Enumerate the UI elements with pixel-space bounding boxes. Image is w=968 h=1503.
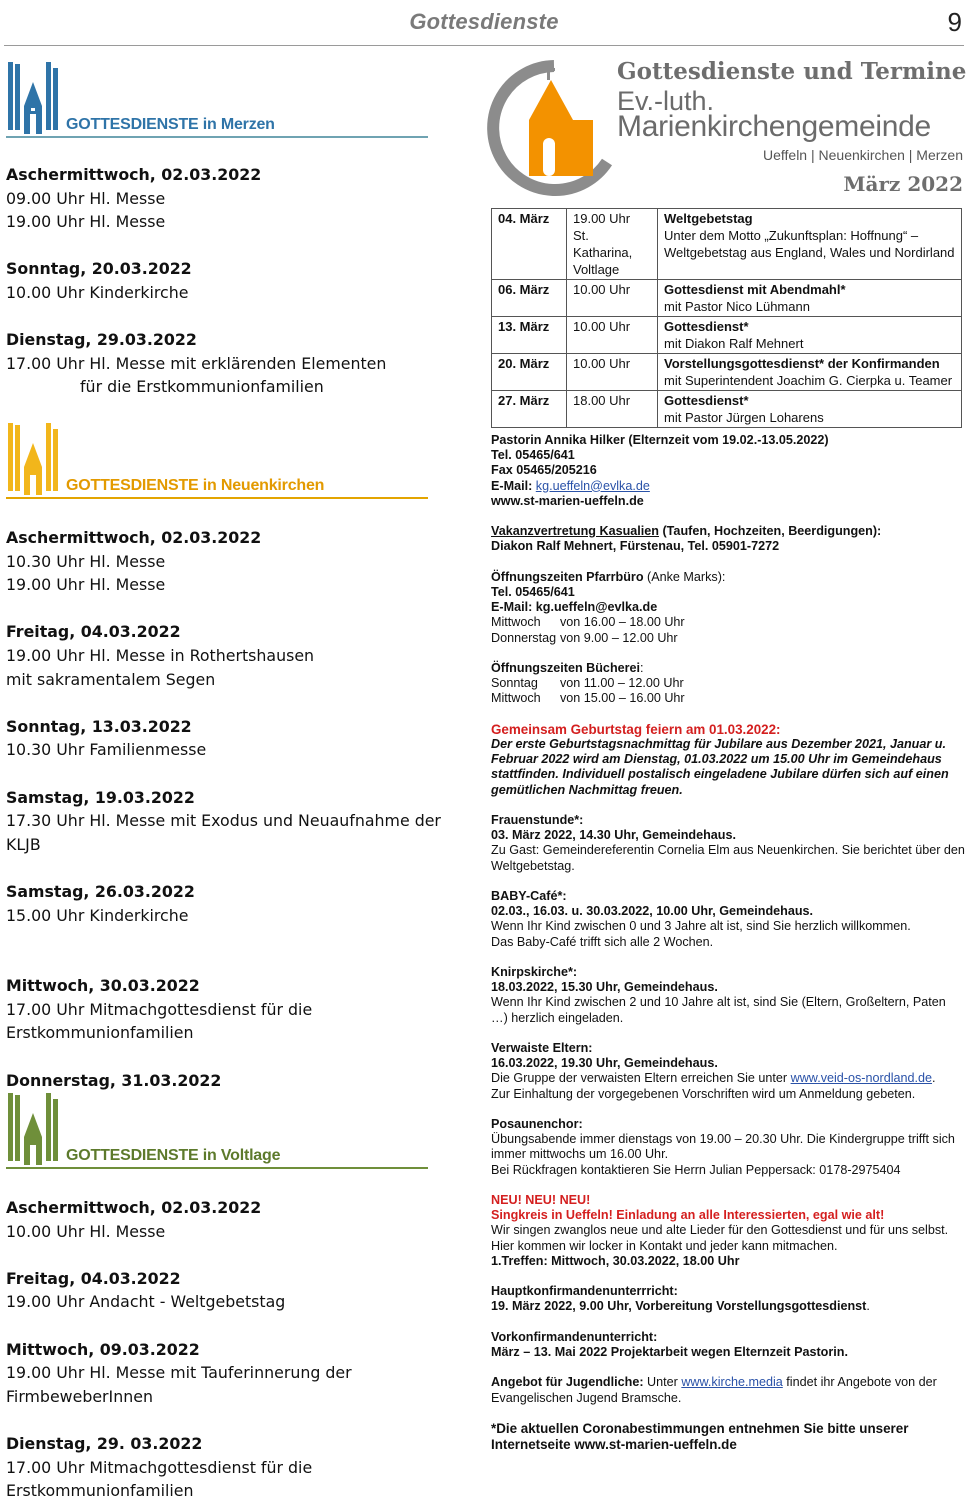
contact-block: Pastorin Annika Hilker (Elternzeit vom 19.02.-13.05.2022) Tel. 05465/641 Fax 05465/205216 E-Mail: kg.ueffeln@evlka.de www.st-marien-ueffeln.de	[491, 433, 829, 508]
logo-line-3: Marienkirchengemeinde	[617, 110, 931, 143]
entry-line: 17.00 Uhr Mitmachgottesdienst für die Erstkommunionfamilien	[6, 999, 313, 1043]
entry-line: 10.00 Uhr Hl. Messe	[6, 1221, 166, 1241]
service-time: 10.00 Uhr	[567, 354, 658, 391]
entry-date: Sonntag, 13.03.2022	[6, 716, 192, 736]
email-link[interactable]: kg.ueffeln@evlka.de	[535, 478, 650, 493]
church-logo-icon	[489, 58, 619, 198]
voltlage-schedule	[6, 1196, 476, 1503]
church-icon	[20, 1113, 46, 1165]
entry-date: Freitag, 04.03.2022	[6, 1268, 181, 1288]
church-icon	[20, 443, 46, 495]
posaunenchor-block: Posaunenchor: Übungsabende immer dienstags von 19.00 – 20.30 Uhr. Die Kindergruppe trifft sich immer mittwochs um 16.00 Uhr. Bei Rückfragen kontaktieren Sie Herrn Julian Peppersack: 0178-2975404	[491, 1117, 955, 1177]
entry-line: mit sakramentalem Segen	[6, 669, 216, 689]
service-date: 13. März	[492, 317, 567, 354]
entry-line: 17.00 Uhr Hl. Messe mit erklärenden Elementen	[6, 353, 387, 373]
knirpskirche-block: Knirpskirche*: 18.03.2022, 15.30 Uhr, Gemeindehaus. Wenn Ihr Kind zwischen 2 und 10 Jahre alt ist, sind Sie (Eltern, Großeltern, Paten …) herzlich eingeladen.	[491, 965, 946, 1025]
entry-date: Aschermittwoch, 02.03.2022	[6, 1198, 262, 1217]
singkreis-block: NEU! NEU! NEU! Singkreis in Ueffeln! Einladung an alle Interessierten, egal wie alt! Wir singen zwanglos neue und alte Lieder für den Gottesdienst und für uns selbst. Hier kommen wir locker in Kontakt und jeder kann mitmachen. 1.Treffen: Mittwoch, 30.03.2022, 18.00 Uhr	[491, 1193, 949, 1268]
logo-line-4: Ueffeln | Neuenkirchen | Merzen	[762, 147, 963, 163]
service-time: 10.00 Uhr	[567, 317, 658, 354]
service-time: 18.00 Uhr	[567, 391, 658, 428]
page-title: Gottesdienste	[409, 9, 559, 34]
service-info: Gottesdienst* mit Pastor Jürgen Loharens	[658, 391, 962, 428]
merzen-schedule	[6, 163, 476, 399]
entry-date: Dienstag, 29. 03.2022	[6, 1433, 203, 1453]
vorkonfirmanden-block: Vorkonfirmandenunterricht: März – 13. Mai 2022 Projektarbeit wegen Elternzeit Pastorin.	[491, 1329, 848, 1359]
banner-neuenkirchen	[6, 421, 428, 499]
entry-line: 10.30 Uhr Hl. Messe	[6, 551, 166, 571]
entry-date: Dienstag, 29.03.2022	[6, 330, 197, 350]
baby-cafe-block: BABY-Café*: 02.03., 16.03. u. 30.03.2022, 10.00 Uhr, Gemeindehaus. Wenn Ihr Kind zwischen 0 und 3 Jahre alt ist, sind Sie herzlich willkommen. Das Baby-Café trifft sich alle 2 Wochen.	[491, 889, 911, 949]
entry-date: Aschermittwoch, 02.03.2022	[6, 528, 262, 547]
entry-line: 17.30 Uhr Hl. Messe mit Exodus und Neuaufnahme der KLJB	[6, 811, 441, 854]
entry-line: 10.00 Uhr Kinderkirche	[6, 282, 189, 302]
entry-date: Samstag, 19.03.2022	[6, 787, 195, 807]
service-date: 04. März	[492, 209, 567, 280]
entry-date: Freitag, 04.03.2022	[6, 622, 181, 642]
logo-month: März 2022	[843, 172, 963, 196]
entry-date: Mittwoch, 30.03.2022	[6, 976, 200, 996]
service-info: Gottesdienst mit Abendmahl* mit Pastor Nico Lühmann	[658, 280, 962, 317]
verwaiste-eltern-block: Verwaiste Eltern: 16.03.2022, 19.30 Uhr, Gemeindehaus. Die Gruppe der verwaisten Eltern erreichen Sie unter www.veid-os-nordland.de. Zur Einhaltung der vorgegebenen Vorschriften wird um Anmeldung gebeten.	[491, 1041, 936, 1101]
entry-line: 17.00 Uhr Mitmachgottesdienst für die Erstkommunionfamilien	[6, 1457, 313, 1501]
banner-title: GOTTESDIENSTE in Merzen	[66, 116, 275, 133]
service-time: 10.00 Uhr	[567, 280, 658, 317]
service-date: 27. März	[492, 391, 567, 428]
table-row	[492, 354, 962, 391]
parish-info	[491, 433, 966, 1454]
entry-date: Sonntag, 20.03.2022	[6, 259, 192, 279]
entry-date: Mittwoch, 09.03.2022	[6, 1339, 200, 1359]
vakanz-block: Vakanzvertretung Kasualien (Taufen, Hochzeiten, Beerdigungen): Diakon Ralf Mehnert, Fürstenau, Tel. 05901-7272	[491, 524, 882, 554]
banner-voltlage	[6, 1091, 428, 1169]
neuenkirchen-schedule	[6, 526, 476, 1139]
service-info: Weltgebetstag Unter dem Motto „Zukunftsplan: Hoffnung“ – Weltgebetstag aus England, Wales und Nordirland	[658, 209, 962, 280]
jugend-block: Angebot für Jugendliche: Unter www.kirche.media findet ihr Angebote von der Evangelischen Jugend Bramsche.	[491, 1375, 937, 1405]
entry-line: 19.00 Uhr Hl. Messe	[6, 212, 166, 232]
birthday-block: Gemeinsam Geburtstag feiern am 01.03.2022: Der erste Geburtstagsnachmittag für Jubilare aus Dezember 2021, Januar u. Februar 2022 wird am Dienstag, 01.03.2022 um 15.00 Uhr im Gemeindehaus stattfinden. Individuell postalisch eingeladene Jubilare dürfen sich auf einen gemütlichen Nachmittag freuen.	[491, 721, 949, 797]
services-table	[491, 208, 962, 428]
top-rule	[4, 45, 964, 46]
logo-line-2: Ev.-luth.	[617, 86, 715, 116]
hauptkonfirmanden-block: Hauptkonfirmandenunterrricht: 19. März 2022, 9.00 Uhr, Vorbereitung Vorstellungsgottesdienst.	[491, 1284, 870, 1314]
library-hours-block: Öffnungszeiten Bücherei: Sonntag von 11.00 – 12.00 Uhr Mittwoch von 15.00 – 16.00 Uhr	[491, 661, 685, 706]
entry-line: 19.00 Uhr Andacht - Weltgebetstag	[6, 1292, 286, 1312]
banner-merzen	[6, 60, 428, 138]
entry-date: Aschermittwoch, 02.03.2022	[6, 165, 262, 184]
office-hours-block: Öffnungszeiten Pfarrbüro (Anke Marks): Tel. 05465/641 E-Mail: kg.ueffeln@evlka.de Mittwoch von 16.00 – 18.00 Uhr Donnerstag von 9.00 – 12.00 Uhr	[491, 569, 726, 645]
service-info: Vorstellungsgottesdienst* der Konfirmanden mit Superintendent Joachim G. Cierpka u. Teamer	[658, 354, 962, 391]
entry-date: Donnerstag, 31.03.2022	[6, 1070, 222, 1090]
service-time: 19.00 Uhr St. Katharina, Voltlage	[567, 209, 658, 280]
website-text: www.st-marien-ueffeln.de	[491, 493, 644, 508]
entry-line: 19.00 Uhr Hl. Messe	[6, 575, 166, 595]
table-row	[492, 317, 962, 354]
page-number: 9	[947, 7, 962, 37]
entry-date: Samstag, 26.03.2022	[6, 881, 195, 901]
banner-title: GOTTESDIENSTE in Neuenkirchen	[66, 477, 325, 494]
entry-line: 19.00 Uhr Hl. Messe mit Tauferinnerung der FirmbeweberInnen	[6, 1363, 352, 1406]
logo-line-1: Gottesdienste und Termine	[617, 58, 967, 85]
service-date: 20. März	[492, 354, 567, 391]
entry-line: für die Erstkommunionfamilien	[80, 377, 324, 397]
church-icon	[20, 82, 46, 134]
entry-line: 09.00 Uhr Hl. Messe	[6, 188, 166, 208]
entry-line: 15.00 Uhr Kinderkirche	[6, 905, 189, 925]
veid-link[interactable]: www.veid-os-nordland.de	[790, 1071, 933, 1086]
corona-footer: *Die aktuellen Coronabestimmungen entnehmen Sie bitte unserer Internetseite www.st-marien-ueffeln.de	[491, 1420, 909, 1453]
table-row	[492, 280, 962, 317]
entry-line: 10.30 Uhr Familienmesse	[6, 740, 207, 760]
frauenstunde-block: Frauenstunde*: 03. März 2022, 14.30 Uhr, Gemeindehaus. Zu Gast: Gemeindereferentin Cornelia Elm aus Neuenkirchen. Sie berichtet über den Weltgebetstag.	[491, 813, 965, 873]
table-row	[492, 209, 962, 280]
parish-logo	[489, 58, 965, 208]
kirche-media-link[interactable]: www.kirche.media	[681, 1375, 783, 1390]
service-info: Gottesdienst* mit Diakon Ralf Mehnert	[658, 317, 962, 354]
service-date: 06. März	[492, 280, 567, 317]
table-row	[492, 391, 962, 428]
banner-title: GOTTESDIENSTE in Voltlage	[66, 1147, 281, 1164]
entry-line: 19.00 Uhr Hl. Messe in Rothertshausen	[6, 645, 315, 665]
